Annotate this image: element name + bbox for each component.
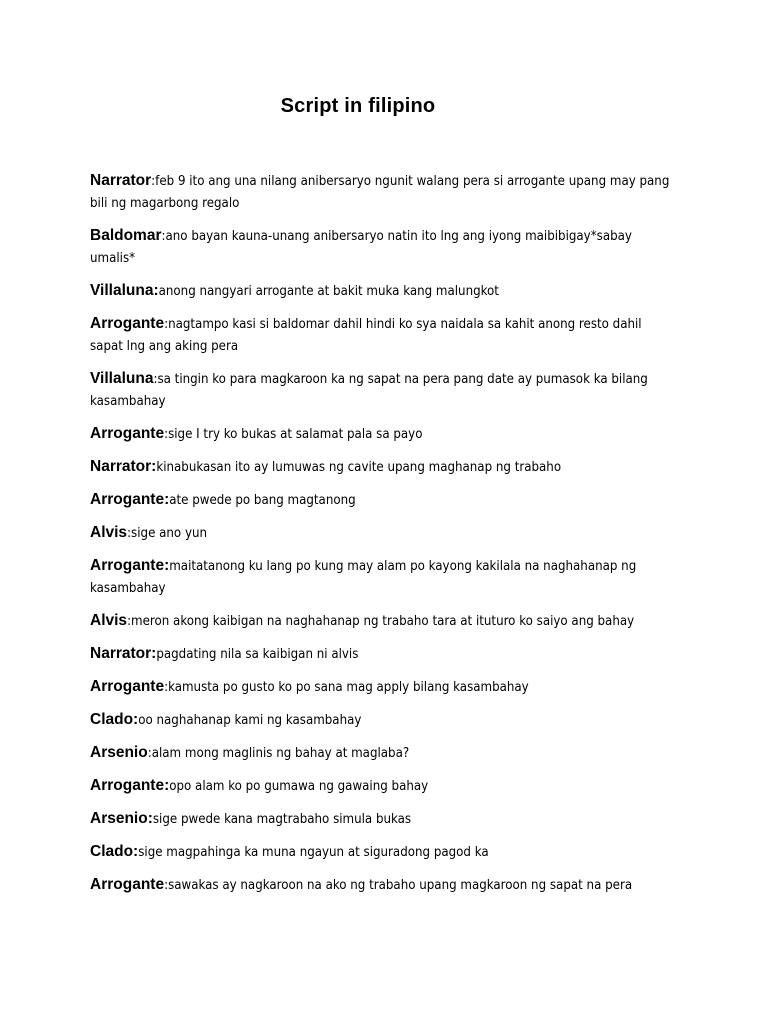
speaker-name: Arsenio: bbox=[90, 810, 153, 827]
script-line bbox=[90, 522, 670, 545]
script-line bbox=[90, 775, 670, 798]
script-line bbox=[90, 555, 670, 600]
speaker-name: Arrogante: bbox=[90, 777, 170, 794]
script-line bbox=[90, 225, 670, 270]
dialogue-text: :sige I try ko bukas at salamat pala sa payo bbox=[164, 427, 423, 442]
dialogue-text: anong nangyari arrogante at bakit muka kang malungkot bbox=[158, 284, 499, 299]
dialogue-text: maitatanong ku lang po kung may alam po kayong kakilala na naghahanap ng kasambahay bbox=[90, 559, 637, 596]
dialogue-text: kinabukasan ito ay lumuwas ng cavite upang maghanap ng trabaho bbox=[156, 460, 562, 475]
speaker-name: Villaluna bbox=[90, 370, 154, 387]
speaker-name: Arsenio bbox=[90, 744, 148, 761]
dialogue-text: oo naghahanap kami ng kasambahay bbox=[138, 713, 362, 728]
dialogue-text: sige pwede kana magtrabaho simula bukas bbox=[152, 812, 412, 827]
dialogue-text: sige magpahinga ka muna ngayun at siguradong pagod ka bbox=[138, 845, 489, 860]
script-line bbox=[90, 456, 670, 479]
speaker-name: Baldomar bbox=[90, 227, 162, 244]
dialogue-text: :ano bayan kauna-unang anibersaryo natin ito lng ang iyong maibibigay*sabay umalis* bbox=[90, 229, 632, 266]
speaker-name: Narrator bbox=[90, 172, 152, 189]
speaker-name: Arrogante bbox=[90, 315, 165, 332]
script-line bbox=[90, 742, 670, 765]
dialogue-text: opo alam ko po gumawa ng gawaing bahay bbox=[169, 779, 429, 794]
speaker-name: Narrator: bbox=[90, 458, 157, 475]
dialogue-text: :meron akong kaibigan na naghahanap ng trabaho tara at ituturo ko saiyo ang bahay bbox=[127, 614, 635, 629]
script-line bbox=[90, 368, 670, 413]
speaker-name: Arrogante: bbox=[90, 557, 170, 574]
script-line bbox=[90, 423, 670, 446]
dialogue-text: :alam mong maglinis ng bahay at maglaba? bbox=[147, 746, 410, 761]
document-title: Script in filipino bbox=[280, 95, 436, 117]
speaker-name: Clado: bbox=[90, 843, 139, 860]
script-line bbox=[90, 808, 670, 831]
speaker-name: Alvis bbox=[90, 612, 128, 629]
dialogue-text: :sa tingin ko para magkaroon ka ng sapat na pera pang date ay pumasok ka bilang kasambahay bbox=[90, 372, 648, 409]
speaker-name: Arrogante bbox=[90, 425, 165, 442]
script-line bbox=[90, 841, 670, 864]
script-line bbox=[90, 489, 670, 512]
speaker-name: Villaluna: bbox=[90, 282, 159, 299]
dialogue-text: ate pwede po bang magtanong bbox=[169, 493, 356, 508]
script-body bbox=[90, 170, 670, 907]
dialogue-text: pagdating nila sa kaibigan ni alvis bbox=[156, 647, 359, 662]
speaker-name: Arrogante bbox=[90, 876, 165, 893]
script-line bbox=[90, 643, 670, 666]
dialogue-text: :feb 9 ito ang una nilang anibersaryo ngunit walang pera si arrogante upang may pang bili ng magarbong regalo bbox=[90, 174, 670, 211]
speaker-name: Alvis bbox=[90, 524, 128, 541]
speaker-name: Arrogante bbox=[90, 678, 165, 695]
script-line bbox=[90, 170, 670, 215]
dialogue-text: :sige ano yun bbox=[127, 526, 208, 541]
script-line bbox=[90, 280, 670, 303]
script-line bbox=[90, 610, 670, 633]
dialogue-text: :kamusta po gusto ko po sana mag apply bilang kasambahay bbox=[164, 680, 529, 695]
dialogue-text: :nagtampo kasi si baldomar dahil hindi ko sya naidala sa kahit anong resto dahil sapat lng ang aking pera bbox=[90, 317, 642, 354]
speaker-name: Clado: bbox=[90, 711, 139, 728]
speaker-name: Narrator: bbox=[90, 645, 157, 662]
script-line bbox=[90, 709, 670, 732]
speaker-name: Arrogante: bbox=[90, 491, 170, 508]
script-line bbox=[90, 874, 670, 897]
script-line bbox=[90, 313, 670, 358]
script-line bbox=[90, 676, 670, 699]
dialogue-text: :sawakas ay nagkaroon na ako ng trabaho upang magkaroon ng sapat na pera bbox=[164, 878, 633, 893]
